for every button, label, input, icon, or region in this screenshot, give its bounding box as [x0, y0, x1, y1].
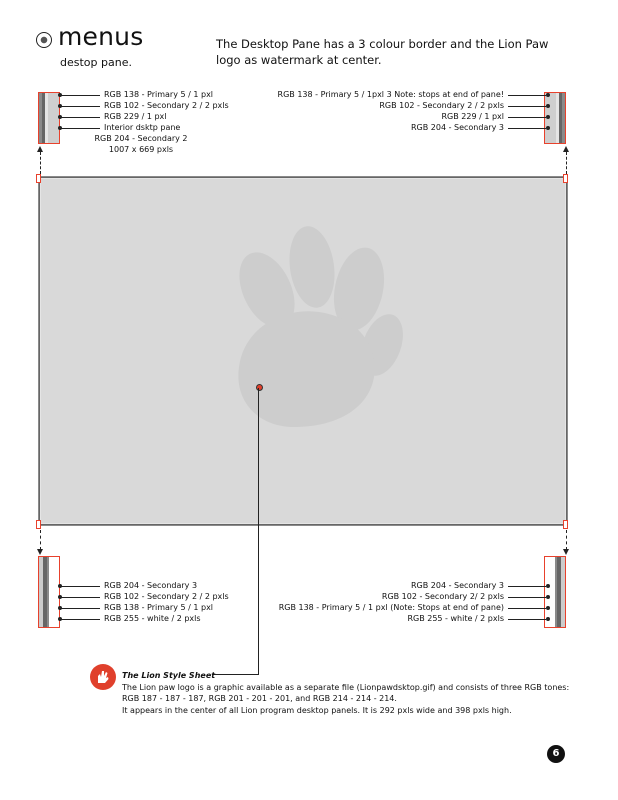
annotation-line: RGB 102 - Secondary 2 / 2 pxls — [379, 101, 504, 110]
page-title: menus — [58, 22, 144, 51]
annotation-line: Interior dsktp pane — [104, 123, 181, 132]
leader-line — [60, 597, 100, 598]
leader-dot — [546, 115, 550, 119]
annotation-line: RGB 204 - Secondary 2 — [94, 134, 188, 143]
leader-dot — [546, 93, 550, 97]
border-swatch-bottom-left — [38, 556, 60, 628]
leader-dot — [58, 617, 62, 621]
leader-dot — [546, 595, 550, 599]
annotation-line: RGB 102 - Secondary 2/ 2 pxls — [381, 592, 504, 601]
lion-style-sheet-note — [122, 670, 592, 716]
leader-dot — [58, 126, 62, 130]
leader-dot — [546, 617, 550, 621]
annotation-line: 1007 x 669 pxls — [108, 145, 174, 154]
annotation-line: RGB 138 - Primary 5 / 1 pxl (Note: Stops at end of pane) — [278, 603, 504, 612]
leader-line — [508, 619, 546, 620]
pane-corner-handle — [563, 520, 568, 529]
leader-line — [60, 106, 100, 107]
leader-line — [508, 608, 546, 609]
annotation-top-left-dims — [66, 133, 216, 155]
leader-line — [508, 117, 546, 118]
dashed-connector — [40, 152, 41, 174]
leader-dot — [546, 606, 550, 610]
dashed-connector — [40, 530, 41, 550]
leader-dot — [546, 584, 550, 588]
leader-dot — [58, 115, 62, 119]
annotation-bottom-right — [250, 580, 504, 624]
annotation-line: RGB 204 - Secondary 3 — [410, 581, 504, 590]
arrow-down-icon — [37, 549, 43, 555]
leader-line — [60, 619, 100, 620]
intro-text: The Desktop Pane has a 3 colour border and the Lion Paw logo as watermark at center. — [216, 37, 549, 67]
leader-line — [508, 106, 546, 107]
leader-dot — [546, 104, 550, 108]
paw-leader-vertical — [258, 388, 259, 674]
leader-line — [508, 586, 546, 587]
footer-line: The Lion paw logo is a graphic available as a separate file (Lionpawdsktop.gif) and consists of three RGB tones: — [122, 682, 570, 692]
leader-line — [508, 95, 546, 96]
leader-line — [60, 128, 100, 129]
dashed-connector — [566, 152, 567, 174]
page-subtitle: destop pane. — [60, 56, 132, 69]
leader-dot — [58, 606, 62, 610]
lion-logo-icon — [90, 664, 116, 690]
annotation-bottom-left — [104, 580, 229, 624]
leader-dot — [58, 584, 62, 588]
annotation-line: RGB 204 - Secondary 3 — [104, 581, 198, 590]
annotation-line: RGB 255 - white / 2 pxls — [104, 614, 201, 623]
annotation-line: RGB 229 / 1 pxl — [441, 112, 504, 121]
pane-corner-handle — [36, 520, 41, 529]
dashed-connector — [566, 530, 567, 550]
annotation-top-left — [104, 89, 229, 133]
leader-line — [508, 597, 546, 598]
annotation-line: RGB 229 / 1 pxl — [104, 112, 167, 121]
arrow-down-icon — [563, 549, 569, 555]
annotation-line: RGB 255 - white / 2 pxls — [407, 614, 504, 623]
bullet-circle-icon — [36, 32, 52, 48]
desktop-pane — [38, 176, 568, 526]
pane-corner-handle — [563, 174, 568, 183]
leader-dot — [58, 595, 62, 599]
page-number: 6 — [547, 745, 565, 763]
annotation-line: RGB 138 - Primary 5 / 1 pxl — [104, 90, 214, 99]
annotation-line: RGB 102 - Secondary 2 / 2 pxls — [104, 592, 229, 601]
annotation-line: RGB 102 - Secondary 2 / 2 pxls — [104, 101, 229, 110]
leader-line — [508, 128, 546, 129]
lion-paw-watermark-icon — [39, 177, 567, 525]
annotation-line: RGB 138 - Primary 5 / 1pxl 3 Note: stops at end of pane! — [277, 90, 504, 99]
leader-dot — [58, 104, 62, 108]
footer-title: The Lion Style Sheet — [122, 671, 216, 680]
leader-line — [60, 95, 100, 96]
lion-hand-icon — [90, 664, 116, 690]
leader-dot — [546, 126, 550, 130]
annotation-top-right — [250, 89, 504, 133]
border-swatch-top-left — [38, 92, 60, 144]
footer-line: RGB 187 - 187 - 187, RGB 201 - 201 - 201, and RGB 214 - 214 - 214. — [122, 694, 397, 703]
annotation-line: RGB 138 - Primary 5 / 1 pxl — [104, 603, 214, 612]
footer-line: It appears in the center of all Lion program desktop panels. It is 292 pxls wide and 398 pxls high. — [122, 705, 512, 715]
leader-line — [60, 586, 100, 587]
annotation-line: RGB 204 - Secondary 3 — [410, 123, 504, 132]
leader-line — [60, 608, 100, 609]
leader-line — [60, 117, 100, 118]
pane-corner-handle — [36, 174, 41, 183]
leader-dot — [58, 93, 62, 97]
